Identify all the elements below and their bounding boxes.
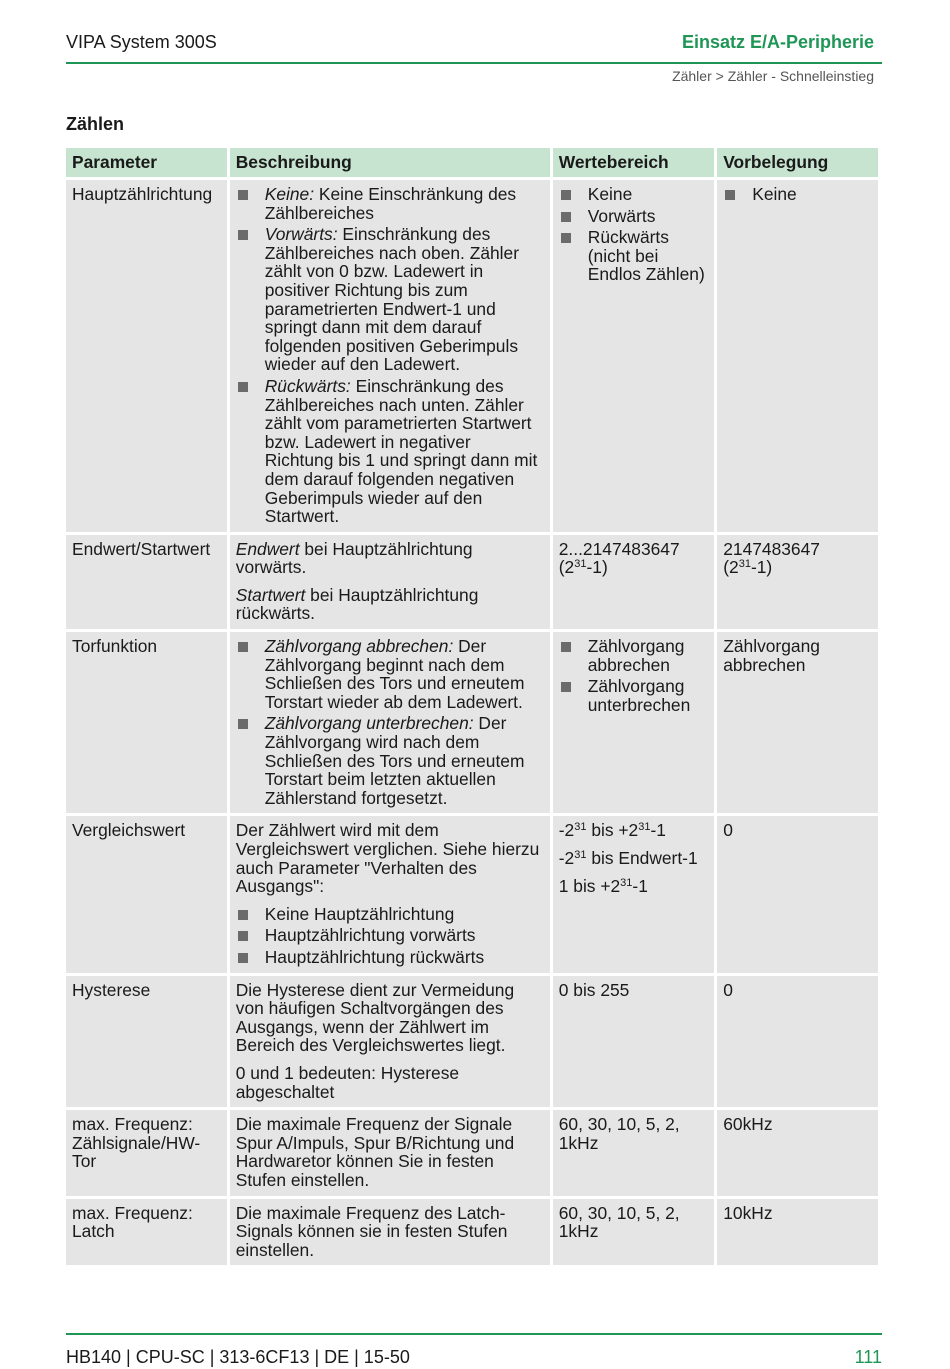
term-text: bei Hauptzählrichtung rückwärts. [235, 584, 479, 624]
cell-parameter: Endwert/Startwert [66, 535, 227, 629]
description-list [236, 637, 544, 807]
table-row [66, 976, 878, 1108]
cell-default: 10kHz [717, 1199, 878, 1266]
term-text: Der Zählvorgang wird nach dem Schließen des Tors und erneutem Torstart beim letzten aktuellen Zählerstand fortgesetzt. [264, 713, 525, 808]
table-row [66, 1110, 878, 1195]
exponent: 31 [638, 821, 651, 834]
term: Rückwärts: [264, 375, 351, 396]
list-item: Keine [723, 185, 872, 204]
list-item: Hauptzählrichtung vorwärts [236, 926, 544, 945]
section-title: Zählen [66, 114, 125, 134]
cell-default: 0 [717, 816, 878, 972]
term-text: Der Zählvorgang beginnt nach dem Schließen des Tors und erneutem Torstart wieder ab dem Ladewert. [264, 636, 525, 712]
table-row [66, 632, 878, 813]
description-list [236, 185, 544, 526]
cell-description [230, 632, 550, 813]
cell-range: 60, 30, 10, 5, 2, 1kHz [553, 1199, 714, 1266]
term: Endwert [235, 538, 300, 559]
table-row [66, 816, 878, 972]
range-value: 2...2147483647 [558, 538, 680, 559]
term: Vorwärts: [264, 224, 338, 245]
term: Startwert [235, 584, 306, 605]
term: Keine: [264, 184, 315, 204]
range-text: -1 [650, 820, 666, 841]
cell-parameter: max. Frequenz: Zählsignale/HW-Tor [66, 1110, 227, 1195]
cell-description [230, 180, 550, 532]
exponent: 31 [574, 849, 587, 861]
range-list [559, 637, 708, 714]
range-value [559, 877, 708, 896]
exponent: 31 [620, 876, 633, 889]
cell-parameter: Hysterese [66, 976, 227, 1108]
description-paragraph [236, 540, 544, 577]
term-text: Keine Einschränkung des Zählbereiches [264, 184, 517, 223]
footer-divider [66, 1333, 882, 1335]
cell-parameter: Torfunktion [66, 632, 227, 813]
description-paragraph: Die Hysterese dient zur Vermeidung von häufigen Schaltvorgängen des Ausgangs, wenn der Zählwert im Bereich des Vergleichswertes liegt. [235, 979, 515, 1056]
default-text: -1) [750, 557, 773, 578]
cell-default [717, 180, 878, 532]
default-text: (2 [723, 557, 739, 578]
exponent: 31 [574, 558, 587, 571]
range-text: -2 [558, 820, 575, 841]
list-item: Keine Hauptzählrichtung [236, 905, 544, 924]
cell-default: 60kHz [717, 1110, 878, 1195]
cell-description [230, 535, 550, 629]
table-row [66, 180, 878, 532]
table-row [66, 1199, 878, 1266]
range-text: bis +2 [586, 820, 639, 841]
cell-range [553, 816, 714, 972]
range-text: -2 [558, 848, 575, 868]
term-text: Einschränkung des Zählbereiches nach oben. Zähler zählt von 0 bzw. Ladewert in positiver Richtung bis zum parametrierten Endwert-1 und springt dann mit dem darauf folgenden positiven Geberimpuls wieder auf den Ladewert. [264, 224, 520, 375]
list-item [236, 377, 544, 526]
breadcrumb: Zähler > Zähler - Schnelleinstieg [672, 68, 874, 84]
default-list [723, 185, 872, 204]
list-item: Hauptzählrichtung rückwärts [236, 948, 544, 967]
footer-page-number: 111 [854, 1347, 882, 1367]
range-text: 1 bis +2 [558, 875, 621, 896]
range-text: (2 [558, 557, 575, 578]
cell-default: Zählvorgang abbrechen [717, 632, 878, 813]
cell-default: 0 [717, 976, 878, 1108]
list-item: Zählvorgang unterbrechen [559, 677, 708, 714]
term-text: Einschränkung des Zählbereiches nach unten. Zähler zählt vom parametrierten Startwert bzw. Ladewert in negativer Richtung bis 1 und springt dann mit dem darauf folgenden negativen Geberimpuls wieder auf den Startwert. [264, 375, 538, 527]
column-header-parameter: Parameter [66, 148, 227, 177]
list-item [236, 637, 544, 711]
range-text: bis Endwert-1 [586, 848, 698, 868]
description-paragraph: 0 und 1 bedeuten: Hysterese abgeschaltet [235, 1062, 460, 1102]
cell-description [230, 976, 550, 1108]
header-chapter: Einsatz E/A-Peripherie [681, 32, 874, 52]
footer-document-id: HB140 | CPU-SC | 313-6CF13 | DE | 15-50 [66, 1347, 410, 1367]
exponent: 31 [738, 558, 751, 571]
description-list [236, 905, 544, 967]
cell-parameter: Hauptzählrichtung [66, 180, 227, 532]
default-value: 2147483647 [723, 538, 820, 559]
cell-range [553, 180, 714, 532]
range-text: -1) [586, 557, 608, 578]
cell-parameter: Vergleichswert [66, 816, 227, 972]
parameter-table [63, 145, 881, 1268]
term: Zählvorgang abbrechen: [264, 636, 454, 657]
cell-range: 60, 30, 10, 5, 2, 1kHz [553, 1110, 714, 1195]
cell-range [553, 632, 714, 813]
range-text: -1 [632, 875, 648, 896]
exponent: 31 [574, 821, 587, 834]
cell-parameter: max. Frequenz: Latch [66, 1199, 227, 1266]
table-row [66, 535, 878, 629]
column-header-description: Beschreibung [230, 148, 550, 177]
cell-description [230, 816, 550, 972]
cell-description: Die maximale Frequenz der Signale Spur A/Impuls, Spur B/Richtung und Hardwaretor können Sie in festen Stufen einstellen. [230, 1110, 550, 1195]
range-value [559, 849, 708, 868]
cell-range [553, 535, 714, 629]
header-product: VIPA System 300S [66, 32, 217, 52]
header-divider [66, 62, 882, 64]
table-header-row [66, 148, 878, 177]
default-value [723, 558, 872, 577]
cell-description: Die maximale Frequenz des Latch-Signals können sie in festen Stufen einstellen. [230, 1199, 550, 1266]
list-item: Vorwärts [559, 207, 708, 226]
column-header-default: Vorbelegung [717, 148, 878, 177]
column-header-range: Wertebereich [553, 148, 714, 177]
cell-range: 0 bis 255 [553, 976, 714, 1108]
description-paragraph [236, 586, 544, 623]
list-item: Rückwärts (nicht bei Endlos Zählen) [559, 228, 708, 284]
list-item: Keine [559, 185, 708, 204]
list-item [236, 714, 544, 807]
description-paragraph: Der Zählwert wird mit dem Vergleichswert verglichen. Siehe hierzu auch Parameter "Verhalten des Ausgangs": [235, 820, 540, 897]
range-value [559, 558, 708, 577]
list-item: Zählvorgang abbrechen [559, 637, 708, 674]
term: Zählvorgang unterbrechen: [264, 713, 474, 734]
list-item [236, 185, 544, 222]
list-item [236, 225, 544, 374]
range-list [559, 185, 708, 284]
term-text: bei Hauptzählrichtung vorwärts. [235, 538, 473, 578]
range-value [559, 821, 708, 840]
cell-default [717, 535, 878, 629]
